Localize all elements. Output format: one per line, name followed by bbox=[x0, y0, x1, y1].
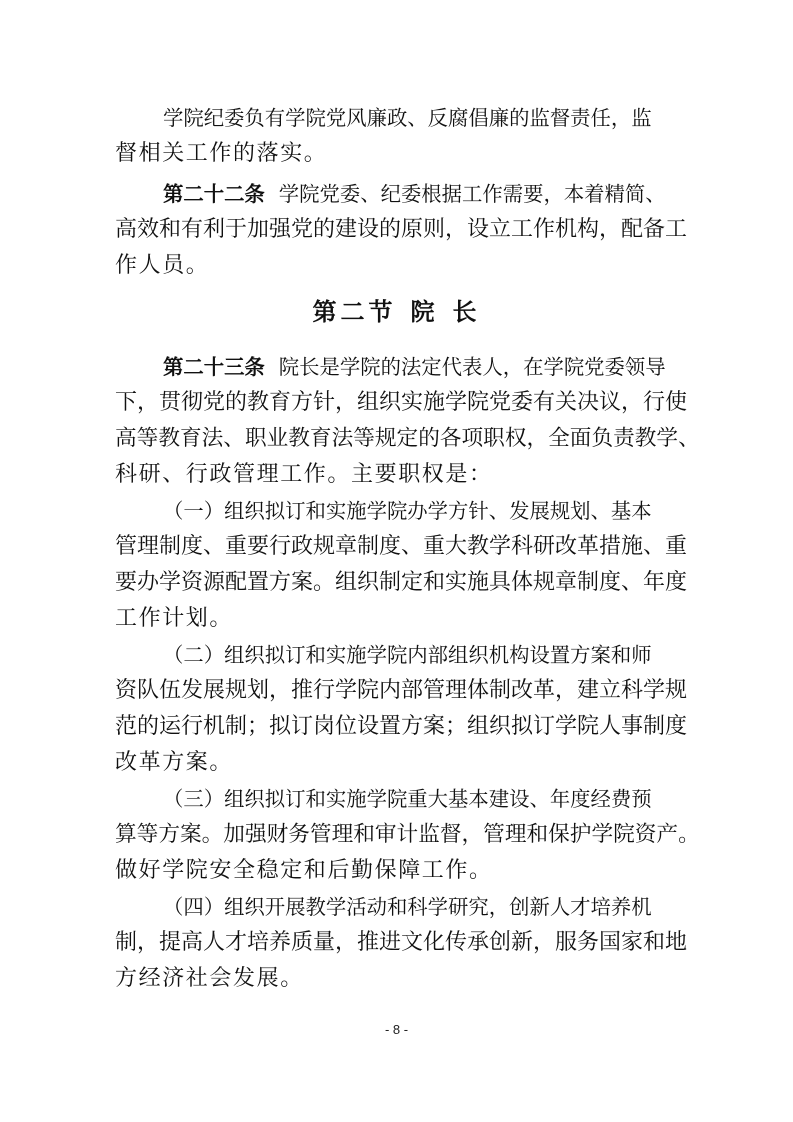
list-item-line: 管理制度、重要行政规章制度、重大教学科研改革措施、重 bbox=[115, 534, 688, 559]
section-heading-title-2: 长 bbox=[452, 298, 481, 326]
list-item-line: 方经济社会发展。 bbox=[115, 966, 304, 991]
article-22-line bbox=[163, 176, 743, 212]
list-item-line: （三）组织拟订和实施学院重大基本建设、年度经费预 bbox=[163, 787, 652, 811]
article-23-line bbox=[163, 349, 743, 385]
list-item-line: 改革方案。 bbox=[115, 750, 234, 775]
list-item-line: 资队伍发展规划，推行学院内部管理体制改革，建立科学规 bbox=[115, 678, 688, 703]
paragraph-line: 下，贯彻党的教育方针，组织实施学院党委有关决议，行使 bbox=[115, 390, 688, 415]
page-number: - 8 - bbox=[384, 1022, 409, 1037]
list-item-line: 要办学资源配置方案。组织制定和实施具体规章制度、年度 bbox=[115, 570, 688, 595]
list-item-line: （四）组织开展教学活动和科学研究，创新人才培养机 bbox=[163, 895, 652, 919]
list-item-line: 工作计划。 bbox=[115, 606, 234, 631]
article-22-label: 第二十二条 bbox=[163, 182, 265, 206]
paragraph-line: 作人员。 bbox=[115, 253, 210, 278]
list-item-line: 做好学院安全稳定和后勤保障工作。 bbox=[115, 858, 493, 883]
list-item-line: 制，提高人才培养质量，推进文化传承创新，服务国家和地 bbox=[115, 930, 688, 955]
article-23-text: 院长是学院的法定代表人，在学院党委领导 bbox=[278, 355, 666, 379]
section-heading-title-1: 院 bbox=[410, 298, 439, 326]
article-23-label: 第二十三条 bbox=[163, 355, 265, 379]
paragraph-line: 高效和有利于加强党的建设的原则，设立工作机构，配备工 bbox=[115, 217, 688, 242]
list-item-line: 范的运行机制；拟订岗位设置方案；组织拟订学院人事制度 bbox=[115, 714, 688, 739]
list-item-line: （二）组织拟订和实施学院内部组织机构设置方案和师 bbox=[163, 643, 652, 667]
section-heading bbox=[0, 292, 793, 332]
list-item-line: 算等方案。加强财务管理和审计监督，管理和保护学院资产。 bbox=[115, 822, 700, 847]
list-item-line: （一）组织拟订和实施学院办学方针、发展规划、基本 bbox=[163, 499, 652, 523]
paragraph-line: 督相关工作的落实。 bbox=[115, 141, 328, 166]
paragraph-line: 高等教育法、职业教育法等规定的各项职权，全面负责教学、 bbox=[115, 426, 700, 451]
paragraph-line: 学院纪委负有学院党风廉政、反腐倡廉的监督责任，监 bbox=[163, 106, 652, 130]
section-heading-number: 第二节 bbox=[312, 298, 397, 326]
article-22-text: 学院党委、纪委根据工作需要，本着精简、 bbox=[278, 182, 666, 206]
paragraph-line: 科研、行政管理工作。主要职权是： bbox=[115, 462, 493, 487]
